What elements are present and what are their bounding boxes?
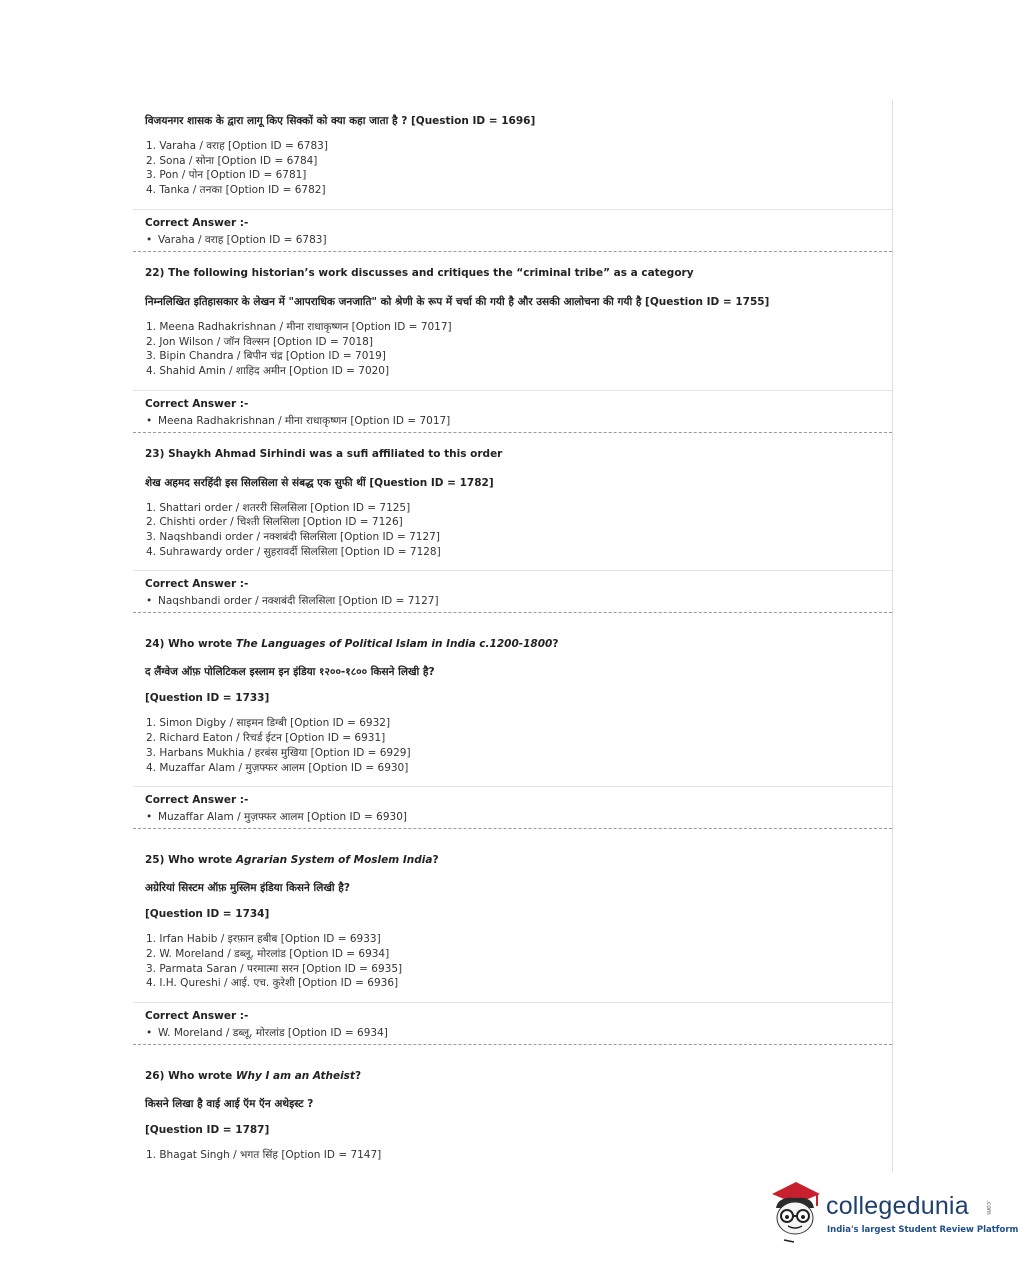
correct-answer-label: Correct Answer :- xyxy=(145,578,249,591)
question-prefix: 26) Who wrote xyxy=(145,1070,236,1083)
options-list xyxy=(133,139,892,198)
answer-box xyxy=(133,570,892,612)
question-prefix: 24) Who wrote xyxy=(145,638,236,651)
options-list xyxy=(133,1148,892,1163)
collegedunia-logo[interactable] xyxy=(766,1178,1019,1248)
options-list xyxy=(133,932,892,991)
answer-text: Muzaffar Alam / मुज़फ्फर आलम [Option ID = 6930] xyxy=(158,811,407,824)
question-suffix: ? xyxy=(432,854,439,867)
options-list xyxy=(133,320,892,379)
answer-box xyxy=(133,1002,892,1044)
answer-text: Varaha / वराह [Option ID = 6783] xyxy=(158,233,327,246)
option: 3. Bipin Chandra / बिपीन चंद्र [Option ID = 7019] xyxy=(146,350,386,363)
option: 2. Chishti order / चिश्ती सिलसिला [Option ID = 7126] xyxy=(146,516,403,529)
option: 3. Harbans Mukhia / हरबंस मुखिया [Option ID = 6929] xyxy=(146,746,411,759)
option: 1. Varaha / वराह [Option ID = 6783] xyxy=(146,140,328,152)
correct-answer xyxy=(133,1026,892,1040)
question-hindi: अग्रेरियां सिस्टम ऑफ़ मुस्लिम इंडिया किसने लिखी है? xyxy=(145,882,350,895)
answer-text: Meena Radhakrishnan / मीना राधाकृष्णन [Option ID = 7017] xyxy=(158,414,451,427)
option: 2. W. Moreland / डब्लू, मोरलांड [Option ID = 6934] xyxy=(146,947,390,960)
option: 1. Irfan Habib / इरफ़ान हबीब [Option ID = 6933] xyxy=(146,933,381,946)
option: 4. Muzaffar Alam / मुज़फ्फर आलम [Option ID = 6930] xyxy=(146,761,409,774)
correct-answer xyxy=(133,233,892,247)
correct-answer-label: Correct Answer :- xyxy=(145,397,249,410)
mascot-icon xyxy=(766,1178,824,1244)
question-english: 23) Shaykh Ahmad Sirhindi was a sufi affiliated to this order xyxy=(145,447,503,460)
question-suffix: ? xyxy=(552,638,559,651)
question-prefix: 25) Who wrote xyxy=(145,854,236,867)
answer-text: Naqshbandi order / नक्शबंदी सिलसिला [Option ID = 7127] xyxy=(158,595,439,608)
option: 2. Jon Wilson / जॉन विल्सन [Option ID = 7018] xyxy=(146,335,373,348)
bullet-icon: • xyxy=(146,811,153,824)
logo-tagline: India's largest Student Review Platform xyxy=(827,1225,1019,1235)
question-25 xyxy=(133,829,892,1044)
answer-text: W. Moreland / डब्लू, मोरलांड [Option ID = 6934] xyxy=(158,1027,388,1040)
option: 4. Suhrawardy order / सुहरावर्दी सिलसिला [Option ID = 7128] xyxy=(146,545,441,558)
answer-box xyxy=(133,390,892,432)
options-list xyxy=(133,501,892,560)
logo-tld: .com xyxy=(985,1200,992,1215)
question-english xyxy=(133,637,892,651)
bullet-icon: • xyxy=(146,233,153,246)
question-hindi: निम्नलिखित इतिहासकार के लेखन में "आपराधिक जनजाति" को श्रेणी के रूप में चर्चा की गयी है और उसकी आलोचना की गयी है [Question ID = 1755] xyxy=(145,295,770,308)
question-id: [Question ID = 1734] xyxy=(145,908,270,921)
correct-answer xyxy=(133,810,892,824)
option: 1. Bhagat Singh / भगत सिंह [Option ID = 7147] xyxy=(146,1149,382,1162)
question-hindi: विजयनगर शासक के द्वारा लागू किए सिक्कों को क्या कहा जाता है ? [Question ID = 1696] xyxy=(145,115,536,127)
correct-answer-label: Correct Answer :- xyxy=(145,216,249,229)
question-english xyxy=(133,853,892,867)
bullet-icon: • xyxy=(146,414,153,427)
question-26 xyxy=(133,1045,892,1163)
bullet-icon: • xyxy=(146,1027,153,1040)
book-title: Agrarian System of Moslem India xyxy=(235,854,433,867)
correct-answer xyxy=(133,594,892,608)
question-hindi: शेख अहमद सरहिंदी इस सिलसिला से संबद्ध एक सुफी थीं [Question ID = 1782] xyxy=(145,476,494,489)
option: 3. Pon / पोन [Option ID = 6781] xyxy=(146,169,307,182)
book-title: Why I am an Atheist xyxy=(235,1070,355,1083)
option: 4. I.H. Qureshi / आई. एच. कुरेशी [Option ID = 6936] xyxy=(146,977,399,990)
option: 3. Parmata Saran / परमात्मा सरन [Option ID = 6935] xyxy=(146,962,403,975)
question-english: 22) The following historian’s work discusses and critiques the “criminal tribe” as a category xyxy=(145,266,694,279)
question-sheet xyxy=(133,100,893,1172)
option: 1. Meena Radhakrishnan / मीना राधाकृष्णन [Option ID = 7017] xyxy=(146,320,452,333)
book-title: The Languages of Political Islam in India c.1200-1800 xyxy=(235,638,553,651)
question-hindi: द लैंग्वेज ऑफ़ पोलिटिकल इस्लाम इन इंडिया १२००-१८०० किसने लिखी है? xyxy=(145,666,435,679)
option: 4. Tanka / तनका [Option ID = 6782] xyxy=(146,184,326,197)
answer-box xyxy=(133,786,892,828)
question-22 xyxy=(133,252,892,432)
correct-answer-label: Correct Answer :- xyxy=(145,794,249,807)
question-23 xyxy=(133,433,892,613)
option: 1. Shattari order / शतररी सिलसिला [Option ID = 7125] xyxy=(146,501,411,514)
option: 2. Richard Eaton / रिचर्ड ईटन [Option ID = 6931] xyxy=(146,732,386,745)
question-suffix: ? xyxy=(354,1070,362,1083)
option: 3. Naqshbandi order / नक्शबंदी सिलसिला [Option ID = 7127] xyxy=(146,531,440,544)
question-id: [Question ID = 1787] xyxy=(145,1124,270,1137)
question-id: [Question ID = 1733] xyxy=(145,692,270,705)
question-hindi: किसने लिखा है वाई आई ऍम ऍन अथेइस्ट ? xyxy=(145,1098,314,1111)
option: 4. Shahid Amin / शाहिद अमीन [Option ID = 7020] xyxy=(146,364,390,377)
options-list xyxy=(133,716,892,775)
answer-box xyxy=(133,209,892,251)
correct-answer xyxy=(133,414,892,428)
question-24 xyxy=(133,613,892,828)
question-english xyxy=(133,1069,892,1083)
logo-wordmark: collegedunia xyxy=(826,1192,969,1220)
option: 2. Sona / सोना [Option ID = 6784] xyxy=(146,154,318,167)
correct-answer-label: Correct Answer :- xyxy=(145,1010,249,1023)
question-21 xyxy=(133,100,892,251)
bullet-icon: • xyxy=(146,595,153,608)
option: 1. Simon Digby / साइमन डिग्बी [Option ID = 6932] xyxy=(146,717,391,730)
